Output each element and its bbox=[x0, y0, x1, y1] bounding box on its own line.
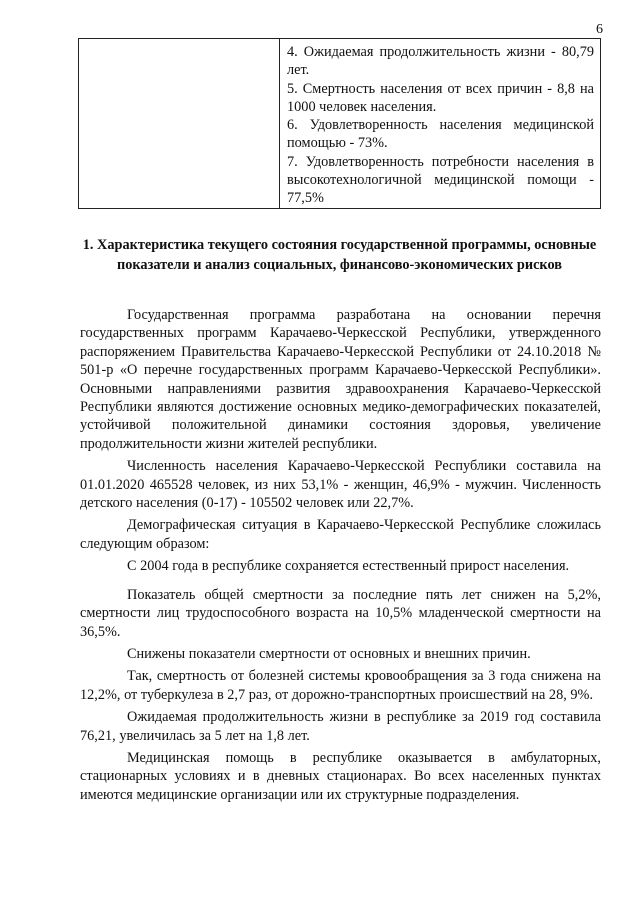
indicator-satisfaction-high-tech-care: 7. Удовлетворенность потребности населения в высокотехнологичной медицинской помощи - 77,5% bbox=[287, 153, 594, 207]
indicator-mortality: 5. Смертность населения от всех причин - 8,8 на 1000 человек населения. bbox=[287, 80, 594, 115]
table-left-cell bbox=[79, 39, 280, 209]
paragraph: Снижены показатели смертности от основных и внешних причин. bbox=[127, 645, 531, 662]
indicators-table bbox=[78, 38, 601, 209]
paragraph: Численность населения Карачаево-Черкесской Республики составила на 01.01.2020 465528 человек, из них 53,1% - женщин, 46,9% - мужчин. Численность детского населения (0-17) - 105502 человек или 22,7%. bbox=[80, 458, 601, 512]
indicator-satisfaction-medical-care: 6. Удовлетворенность населения медицинской помощью - 73%. bbox=[287, 117, 594, 152]
paragraph: Ожидаемая продолжительность жизни в республике за 2019 год составила 76,21, увеличилась за 5 лет на 1,8 лет. bbox=[80, 709, 601, 744]
table-right-cell bbox=[280, 39, 601, 209]
section-heading: 1. Характеристика текущего состояния государственной программы, основные показатели и анализ социальных, финансово-экономических рисков bbox=[82, 237, 597, 273]
indicator-life-expectancy: 4. Ожидаемая продолжительность жизни - 80,79 лет. bbox=[287, 44, 594, 79]
paragraph: С 2004 года в республике сохраняется естественный прирост населения. bbox=[127, 558, 570, 575]
paragraph: Демографическая ситуация в Карачаево-Черкесской Республике сложилась следующим образом: bbox=[80, 517, 601, 552]
table-row bbox=[79, 39, 601, 209]
page-number: 6 bbox=[596, 22, 603, 37]
paragraph: Медицинская помощь в республике оказывается в амбулаторных, стационарных условиях и в дневных стационарах. Во всех населенных пунктах имеются медицинские организации или их структурные подразделения. bbox=[80, 749, 601, 803]
section-body bbox=[80, 306, 601, 804]
paragraph: Государственная программа разработана на основании перечня государственных программ Карачаево-Черкесской Республики, утвержденного распоряжением Правительства Карачаево-Черкесской Республики от 24.10.2018 № 501-р «О перечне государственных программ Карачаево-Черкесской Республики». Основными направлениями развития здравоохранения Карачаево-Черкесской Республики являются достижение основных медико-демографических показателей, устойчивой положительной динамики состояния здоровья, увеличение продолжительности жизни жителей республики. bbox=[80, 307, 601, 452]
paragraph: Показатель общей смертности за последние пять лет снижен на 5,2%, смертности лиц трудоспособного возраста на 10,5% младенческой смертности на 36,5%. bbox=[80, 586, 601, 640]
paragraph: Так, смертность от болезней системы кровообращения за 3 года снижена на 12,2%, от туберкулеза в 2,7 раз, от дорожно-транспортных происшествий на 28, 9%. bbox=[80, 668, 601, 703]
